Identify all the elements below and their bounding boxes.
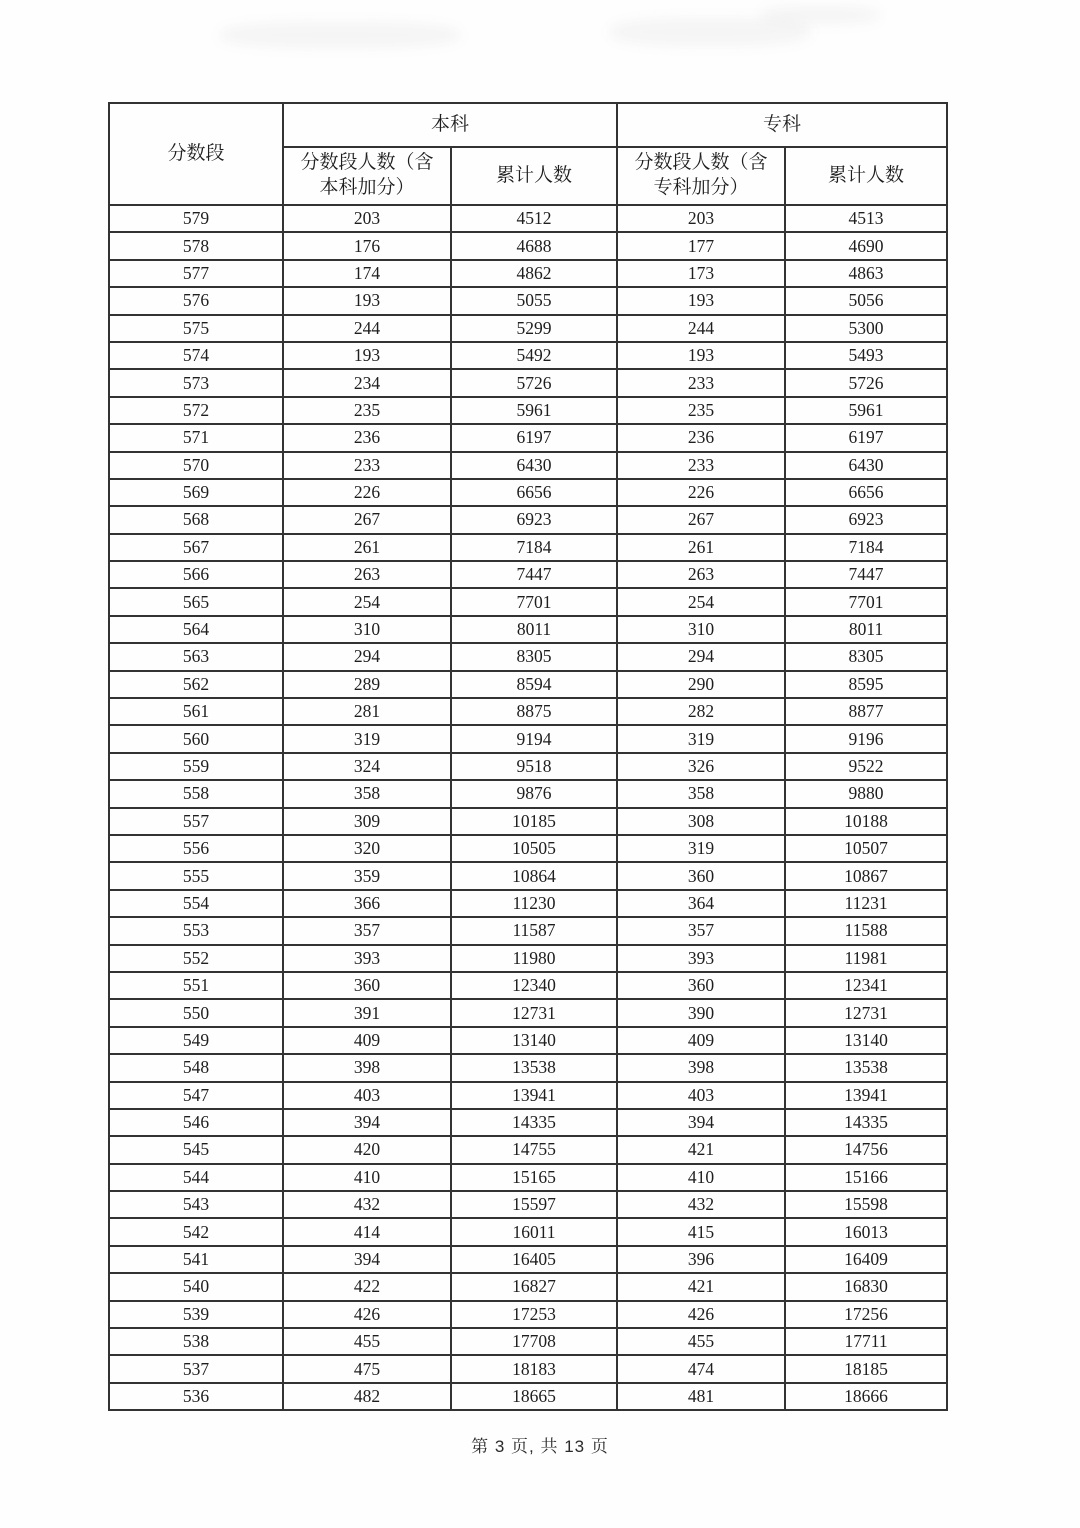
undergraduate-cumulative-cell: 5492 <box>451 342 617 369</box>
undergraduate-count-cell: 193 <box>283 342 451 369</box>
college-cumulative-cell: 6923 <box>785 506 947 533</box>
score-cell: 567 <box>109 534 283 561</box>
undergraduate-cumulative-cell: 15165 <box>451 1164 617 1191</box>
table-row <box>109 1164 947 1191</box>
undergraduate-cumulative-cell: 13538 <box>451 1054 617 1081</box>
college-cumulative-cell: 5056 <box>785 287 947 314</box>
table-row <box>109 1109 947 1136</box>
undergraduate-group-header: 本科 <box>283 103 617 147</box>
table-row <box>109 397 947 424</box>
table-row <box>109 753 947 780</box>
undergraduate-cumulative-cell: 4862 <box>451 260 617 287</box>
college-cumulative-cell: 18185 <box>785 1355 947 1382</box>
score-cell: 569 <box>109 479 283 506</box>
score-cell: 568 <box>109 506 283 533</box>
undergraduate-count-cell: 254 <box>283 588 451 615</box>
undergraduate-count-cell: 455 <box>283 1328 451 1355</box>
undergraduate-cumulative-cell: 12731 <box>451 999 617 1026</box>
college-count-cell: 455 <box>617 1328 785 1355</box>
undergraduate-count-cell: 393 <box>283 945 451 972</box>
score-cell: 536 <box>109 1383 283 1410</box>
undergraduate-cumulative-cell: 7701 <box>451 588 617 615</box>
undergraduate-count-cell: 203 <box>283 205 451 232</box>
undergraduate-count-cell: 176 <box>283 232 451 259</box>
score-cell: 547 <box>109 1082 283 1109</box>
score-cell: 543 <box>109 1191 283 1218</box>
undergraduate-count-cell: 244 <box>283 315 451 342</box>
undergraduate-cumulative-cell: 8875 <box>451 698 617 725</box>
table-row <box>109 1383 947 1410</box>
college-cumulative-cell: 9880 <box>785 780 947 807</box>
undergraduate-cumulative-cell: 4688 <box>451 232 617 259</box>
score-cell: 564 <box>109 616 283 643</box>
college-count-cell: 244 <box>617 315 785 342</box>
college-count-cell: 358 <box>617 780 785 807</box>
college-count-cell: 233 <box>617 369 785 396</box>
college-count-cell: 193 <box>617 342 785 369</box>
undergraduate-count-cell: 403 <box>283 1082 451 1109</box>
undergraduate-cumulative-cell: 8305 <box>451 643 617 670</box>
undergraduate-count-cell: 193 <box>283 287 451 314</box>
college-cumulative-cell: 7447 <box>785 561 947 588</box>
college-cumulative-cell: 6430 <box>785 452 947 479</box>
undergraduate-count-cell: 236 <box>283 424 451 451</box>
score-cell: 558 <box>109 780 283 807</box>
college-count-cell: 410 <box>617 1164 785 1191</box>
college-cumulative-cell: 8595 <box>785 671 947 698</box>
undergraduate-cumulative-cell: 10505 <box>451 835 617 862</box>
table-row <box>109 1082 947 1109</box>
undergraduate-count-cell: 391 <box>283 999 451 1026</box>
undergraduate-count-cell: 357 <box>283 917 451 944</box>
college-cumulative-cell: 7184 <box>785 534 947 561</box>
college-count-cell: 173 <box>617 260 785 287</box>
college-count-cell: 290 <box>617 671 785 698</box>
college-cumulative-cell: 10867 <box>785 862 947 889</box>
undergraduate-count-cell: 358 <box>283 780 451 807</box>
score-cell: 549 <box>109 1027 283 1054</box>
college-cumulative-cell: 6656 <box>785 479 947 506</box>
college-count-cell: 364 <box>617 890 785 917</box>
score-cell: 561 <box>109 698 283 725</box>
score-cell: 550 <box>109 999 283 1026</box>
college-group-header: 专科 <box>617 103 947 147</box>
undergraduate-cumulative-cell: 12340 <box>451 972 617 999</box>
college-count-cell: 421 <box>617 1136 785 1163</box>
table-row <box>109 342 947 369</box>
college-cumulative-cell: 16830 <box>785 1273 947 1300</box>
college-count-cell: 193 <box>617 287 785 314</box>
scan-artifact <box>760 6 880 24</box>
score-cell: 573 <box>109 369 283 396</box>
undergraduate-cumulative-cell: 16405 <box>451 1246 617 1273</box>
table-row <box>109 588 947 615</box>
college-cumulative-cell: 5961 <box>785 397 947 424</box>
undergraduate-cumulative-cell: 4512 <box>451 205 617 232</box>
table-row <box>109 506 947 533</box>
undergraduate-cumulative-cell: 8594 <box>451 671 617 698</box>
college-count-cell: 426 <box>617 1301 785 1328</box>
undergraduate-cumulative-cell: 7447 <box>451 561 617 588</box>
college-cumulative-cell: 5300 <box>785 315 947 342</box>
table-row <box>109 205 947 232</box>
score-cell: 537 <box>109 1355 283 1382</box>
undergraduate-count-cell: 366 <box>283 890 451 917</box>
college-cumulative-cell: 4690 <box>785 232 947 259</box>
table-row <box>109 835 947 862</box>
college-cumulative-cell: 11981 <box>785 945 947 972</box>
undergraduate-count-cell: 226 <box>283 479 451 506</box>
college-cumulative-cell: 4513 <box>785 205 947 232</box>
undergraduate-cumulative-cell: 17253 <box>451 1301 617 1328</box>
college-count-cell: 390 <box>617 999 785 1026</box>
table-row <box>109 287 947 314</box>
college-cumulative-cell: 18666 <box>785 1383 947 1410</box>
college-cumulative-cell: 13140 <box>785 1027 947 1054</box>
score-distribution-table <box>108 102 948 1411</box>
undergraduate-count-cell: 267 <box>283 506 451 533</box>
undergraduate-cumulative-cell: 10864 <box>451 862 617 889</box>
table-row <box>109 1301 947 1328</box>
table-row <box>109 452 947 479</box>
table-row <box>109 616 947 643</box>
college-cumulative-cell: 6197 <box>785 424 947 451</box>
score-cell: 570 <box>109 452 283 479</box>
score-cell: 557 <box>109 808 283 835</box>
undergraduate-cumulative-cell: 5726 <box>451 369 617 396</box>
college-cumulative-cell: 17256 <box>785 1301 947 1328</box>
undergraduate-cumulative-cell: 14335 <box>451 1109 617 1136</box>
undergraduate-cumulative-cell: 13140 <box>451 1027 617 1054</box>
college-cumulative-cell: 13941 <box>785 1082 947 1109</box>
college-segment-count-header: 分数段人数（含专科加分） <box>617 147 785 205</box>
table-row <box>109 725 947 752</box>
table-row <box>109 972 947 999</box>
table-row <box>109 1328 947 1355</box>
score-cell: 577 <box>109 260 283 287</box>
score-cell: 538 <box>109 1328 283 1355</box>
college-cumulative-cell: 15166 <box>785 1164 947 1191</box>
undergraduate-count-cell: 475 <box>283 1355 451 1382</box>
college-count-cell: 357 <box>617 917 785 944</box>
undergraduate-count-cell: 319 <box>283 725 451 752</box>
college-count-cell: 310 <box>617 616 785 643</box>
undergraduate-count-cell: 394 <box>283 1109 451 1136</box>
college-cumulative-cell: 13538 <box>785 1054 947 1081</box>
score-cell: 565 <box>109 588 283 615</box>
score-cell: 554 <box>109 890 283 917</box>
score-cell: 578 <box>109 232 283 259</box>
college-count-cell: 415 <box>617 1218 785 1245</box>
undergraduate-cumulative-cell: 9876 <box>451 780 617 807</box>
undergraduate-cumulative-cell: 16827 <box>451 1273 617 1300</box>
undergraduate-count-cell: 310 <box>283 616 451 643</box>
college-count-cell: 261 <box>617 534 785 561</box>
college-count-cell: 432 <box>617 1191 785 1218</box>
undergraduate-cumulative-cell: 5299 <box>451 315 617 342</box>
table-row <box>109 534 947 561</box>
college-count-cell: 421 <box>617 1273 785 1300</box>
undergraduate-cumulative-cell: 6197 <box>451 424 617 451</box>
college-cumulative-cell: 15598 <box>785 1191 947 1218</box>
college-cumulative-cell: 8877 <box>785 698 947 725</box>
college-cumulative-cell: 12341 <box>785 972 947 999</box>
college-count-cell: 235 <box>617 397 785 424</box>
undergraduate-cumulative-cell: 10185 <box>451 808 617 835</box>
table-row <box>109 671 947 698</box>
college-cumulative-cell: 7701 <box>785 588 947 615</box>
score-cell: 556 <box>109 835 283 862</box>
score-cell: 575 <box>109 315 283 342</box>
college-cumulative-cell: 16013 <box>785 1218 947 1245</box>
undergraduate-count-cell: 410 <box>283 1164 451 1191</box>
college-count-cell: 394 <box>617 1109 785 1136</box>
undergraduate-cumulative-cell: 15597 <box>451 1191 617 1218</box>
undergraduate-cumulative-cell: 18183 <box>451 1355 617 1382</box>
undergraduate-count-cell: 263 <box>283 561 451 588</box>
college-count-cell: 319 <box>617 725 785 752</box>
score-cell: 542 <box>109 1218 283 1245</box>
table-row <box>109 1136 947 1163</box>
college-count-cell: 396 <box>617 1246 785 1273</box>
page-footer: 第 3 页, 共 13 页 <box>471 1437 609 1456</box>
score-cell: 548 <box>109 1054 283 1081</box>
college-count-cell: 409 <box>617 1027 785 1054</box>
table-row <box>109 643 947 670</box>
college-count-cell: 267 <box>617 506 785 533</box>
score-cell: 579 <box>109 205 283 232</box>
score-cell: 560 <box>109 725 283 752</box>
table-row <box>109 890 947 917</box>
college-count-cell: 177 <box>617 232 785 259</box>
undergraduate-segment-count-header: 分数段人数（含本科加分） <box>283 147 451 205</box>
table-row <box>109 1246 947 1273</box>
college-cumulative-cell: 10507 <box>785 835 947 862</box>
undergraduate-count-cell: 426 <box>283 1301 451 1328</box>
undergraduate-count-cell: 261 <box>283 534 451 561</box>
college-count-cell: 319 <box>617 835 785 862</box>
table-row <box>109 999 947 1026</box>
table-row <box>109 369 947 396</box>
table-row <box>109 479 947 506</box>
college-cumulative-cell: 5493 <box>785 342 947 369</box>
undergraduate-cumulative-cell: 5961 <box>451 397 617 424</box>
score-cell: 540 <box>109 1273 283 1300</box>
table-row <box>109 1191 947 1218</box>
college-count-cell: 326 <box>617 753 785 780</box>
undergraduate-cumulative-cell: 6430 <box>451 452 617 479</box>
undergraduate-cumulative-cell: 11230 <box>451 890 617 917</box>
undergraduate-count-cell: 324 <box>283 753 451 780</box>
score-cell: 576 <box>109 287 283 314</box>
table-row <box>109 260 947 287</box>
table-row <box>109 917 947 944</box>
score-cell: 563 <box>109 643 283 670</box>
table-row <box>109 1027 947 1054</box>
college-cumulative-cell: 9196 <box>785 725 947 752</box>
college-count-cell: 308 <box>617 808 785 835</box>
table-body <box>109 205 947 1410</box>
undergraduate-count-cell: 432 <box>283 1191 451 1218</box>
undergraduate-count-cell: 409 <box>283 1027 451 1054</box>
undergraduate-count-cell: 420 <box>283 1136 451 1163</box>
undergraduate-count-cell: 320 <box>283 835 451 862</box>
undergraduate-cumulative-cell: 14755 <box>451 1136 617 1163</box>
undergraduate-count-cell: 174 <box>283 260 451 287</box>
undergraduate-count-cell: 482 <box>283 1383 451 1410</box>
score-cell: 544 <box>109 1164 283 1191</box>
undergraduate-cumulative-cell: 18665 <box>451 1383 617 1410</box>
undergraduate-count-cell: 398 <box>283 1054 451 1081</box>
college-count-cell: 233 <box>617 452 785 479</box>
college-cumulative-cell: 14335 <box>785 1109 947 1136</box>
undergraduate-cumulative-cell: 11587 <box>451 917 617 944</box>
college-cumulative-cell: 17711 <box>785 1328 947 1355</box>
table-row <box>109 808 947 835</box>
college-count-cell: 282 <box>617 698 785 725</box>
college-count-cell: 393 <box>617 945 785 972</box>
table-row <box>109 780 947 807</box>
college-cumulative-cell: 11231 <box>785 890 947 917</box>
score-cell: 566 <box>109 561 283 588</box>
college-count-cell: 398 <box>617 1054 785 1081</box>
college-cumulative-cell: 11588 <box>785 917 947 944</box>
college-count-cell: 360 <box>617 972 785 999</box>
college-count-cell: 474 <box>617 1355 785 1382</box>
score-cell: 574 <box>109 342 283 369</box>
undergraduate-count-cell: 309 <box>283 808 451 835</box>
table-row <box>109 232 947 259</box>
score-cell: 553 <box>109 917 283 944</box>
college-count-cell: 226 <box>617 479 785 506</box>
college-cumulative-header: 累计人数 <box>785 147 947 205</box>
college-count-cell: 236 <box>617 424 785 451</box>
table-row <box>109 1273 947 1300</box>
undergraduate-count-cell: 294 <box>283 643 451 670</box>
score-cell: 555 <box>109 862 283 889</box>
college-count-cell: 263 <box>617 561 785 588</box>
undergraduate-cumulative-header: 累计人数 <box>451 147 617 205</box>
college-cumulative-cell: 9522 <box>785 753 947 780</box>
undergraduate-count-cell: 360 <box>283 972 451 999</box>
college-count-cell: 403 <box>617 1082 785 1109</box>
college-cumulative-cell: 8011 <box>785 616 947 643</box>
undergraduate-count-cell: 359 <box>283 862 451 889</box>
undergraduate-cumulative-cell: 9194 <box>451 725 617 752</box>
undergraduate-count-cell: 422 <box>283 1273 451 1300</box>
score-cell: 539 <box>109 1301 283 1328</box>
undergraduate-cumulative-cell: 17708 <box>451 1328 617 1355</box>
score-cell: 545 <box>109 1136 283 1163</box>
table-row <box>109 862 947 889</box>
score-cell: 541 <box>109 1246 283 1273</box>
scan-artifact <box>220 22 460 48</box>
undergraduate-cumulative-cell: 8011 <box>451 616 617 643</box>
score-cell: 551 <box>109 972 283 999</box>
college-cumulative-cell: 8305 <box>785 643 947 670</box>
table-row <box>109 315 947 342</box>
table-row <box>109 424 947 451</box>
college-count-cell: 360 <box>617 862 785 889</box>
undergraduate-count-cell: 281 <box>283 698 451 725</box>
college-cumulative-cell: 4863 <box>785 260 947 287</box>
undergraduate-cumulative-cell: 9518 <box>451 753 617 780</box>
score-cell: 562 <box>109 671 283 698</box>
college-count-cell: 481 <box>617 1383 785 1410</box>
table-row <box>109 945 947 972</box>
undergraduate-cumulative-cell: 16011 <box>451 1218 617 1245</box>
undergraduate-cumulative-cell: 5055 <box>451 287 617 314</box>
college-cumulative-cell: 16409 <box>785 1246 947 1273</box>
undergraduate-count-cell: 289 <box>283 671 451 698</box>
table-row <box>109 698 947 725</box>
undergraduate-count-cell: 414 <box>283 1218 451 1245</box>
undergraduate-count-cell: 235 <box>283 397 451 424</box>
undergraduate-cumulative-cell: 11980 <box>451 945 617 972</box>
college-cumulative-cell: 5726 <box>785 369 947 396</box>
undergraduate-count-cell: 394 <box>283 1246 451 1273</box>
table-row <box>109 1355 947 1382</box>
table-row <box>109 1054 947 1081</box>
college-count-cell: 203 <box>617 205 785 232</box>
score-cell: 546 <box>109 1109 283 1136</box>
undergraduate-count-cell: 233 <box>283 452 451 479</box>
college-count-cell: 254 <box>617 588 785 615</box>
college-count-cell: 294 <box>617 643 785 670</box>
table-row <box>109 1218 947 1245</box>
score-cell: 552 <box>109 945 283 972</box>
undergraduate-count-cell: 234 <box>283 369 451 396</box>
undergraduate-cumulative-cell: 6656 <box>451 479 617 506</box>
college-cumulative-cell: 10188 <box>785 808 947 835</box>
college-cumulative-cell: 14756 <box>785 1136 947 1163</box>
undergraduate-cumulative-cell: 6923 <box>451 506 617 533</box>
undergraduate-cumulative-cell: 13941 <box>451 1082 617 1109</box>
college-cumulative-cell: 12731 <box>785 999 947 1026</box>
score-cell: 559 <box>109 753 283 780</box>
undergraduate-cumulative-cell: 7184 <box>451 534 617 561</box>
table-row <box>109 561 947 588</box>
score-cell: 572 <box>109 397 283 424</box>
score-cell: 571 <box>109 424 283 451</box>
score-segment-header: 分数段 <box>109 103 283 205</box>
